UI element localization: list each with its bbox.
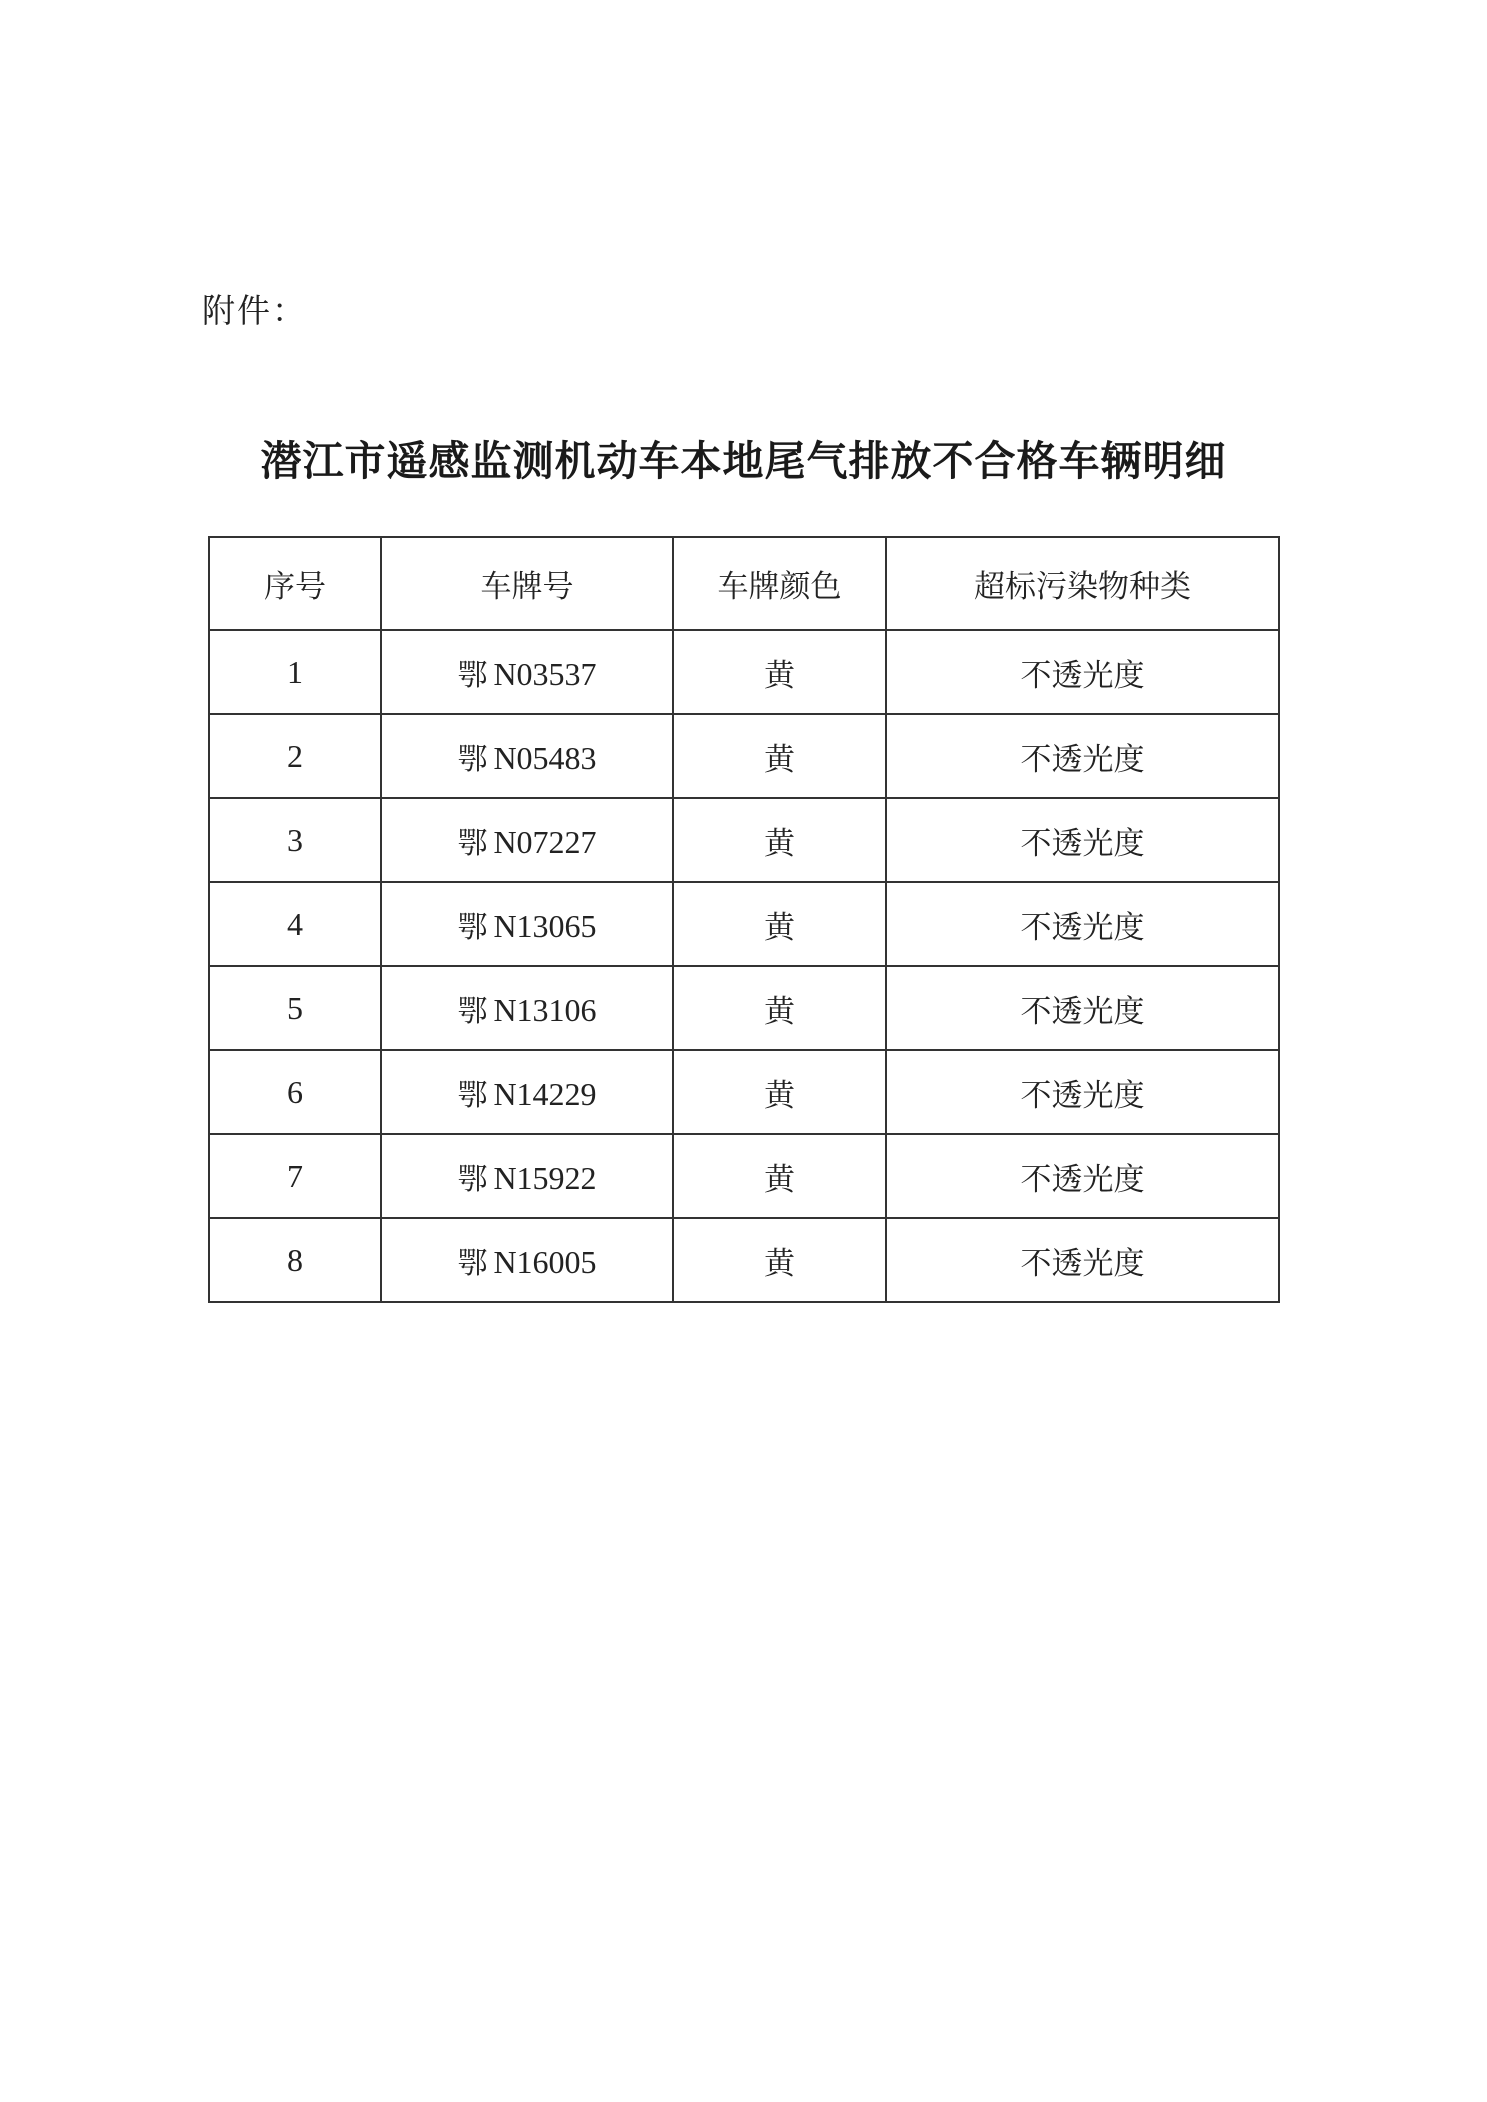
table-header-row [209, 537, 1279, 630]
row-pollutant: 不透光度 [886, 630, 1279, 714]
row-plate-color: 黄 [673, 714, 886, 798]
table-row [209, 798, 1279, 882]
table-row [209, 714, 1279, 798]
row-seq: 8 [209, 1218, 381, 1302]
row-pollutant: 不透光度 [886, 1218, 1279, 1302]
table-row [209, 1050, 1279, 1134]
plate-number: N15922 [493, 1160, 597, 1196]
plate-prefix: 鄂 [457, 1078, 488, 1113]
table-row [209, 966, 1279, 1050]
row-plate-color: 黄 [673, 1134, 886, 1218]
row-plate [381, 1050, 673, 1134]
table-row [209, 1134, 1279, 1218]
row-plate [381, 798, 673, 882]
row-seq: 7 [209, 1134, 381, 1218]
header-pollutant: 超标污染物种类 [886, 537, 1279, 630]
header-seq: 序号 [209, 537, 381, 630]
plate-prefix: 鄂 [457, 1246, 488, 1281]
row-seq: 1 [209, 630, 381, 714]
row-plate [381, 1218, 673, 1302]
table-row [209, 1218, 1279, 1302]
plate-prefix: 鄂 [457, 742, 488, 777]
table-row [209, 882, 1279, 966]
plate-prefix: 鄂 [457, 994, 488, 1029]
plate-number: N03537 [493, 656, 597, 692]
row-plate [381, 882, 673, 966]
row-pollutant: 不透光度 [886, 714, 1279, 798]
row-pollutant: 不透光度 [886, 966, 1279, 1050]
vehicle-table [208, 536, 1280, 1303]
row-pollutant: 不透光度 [886, 798, 1279, 882]
plate-prefix: 鄂 [457, 658, 488, 693]
table-row [209, 630, 1279, 714]
row-pollutant: 不透光度 [886, 1050, 1279, 1134]
row-plate-color: 黄 [673, 966, 886, 1050]
row-pollutant: 不透光度 [886, 1134, 1279, 1218]
row-seq: 2 [209, 714, 381, 798]
header-plate-color: 车牌颜色 [673, 537, 886, 630]
row-seq: 3 [209, 798, 381, 882]
plate-number: N16005 [493, 1244, 597, 1280]
plate-number: N05483 [493, 740, 597, 776]
plate-number: N13106 [493, 992, 597, 1028]
plate-prefix: 鄂 [457, 910, 488, 945]
plate-number: N14229 [493, 1076, 597, 1112]
row-plate [381, 966, 673, 1050]
attachment-label: 附件： [202, 291, 307, 330]
row-seq: 6 [209, 1050, 381, 1134]
row-plate-color: 黄 [673, 630, 886, 714]
row-seq: 5 [209, 966, 381, 1050]
plate-number: N07227 [493, 824, 597, 860]
row-plate [381, 630, 673, 714]
row-seq: 4 [209, 882, 381, 966]
row-plate [381, 1134, 673, 1218]
plate-prefix: 鄂 [457, 826, 488, 861]
row-pollutant: 不透光度 [886, 882, 1279, 966]
row-plate [381, 714, 673, 798]
row-plate-color: 黄 [673, 1050, 886, 1134]
row-plate-color: 黄 [673, 1218, 886, 1302]
row-plate-color: 黄 [673, 798, 886, 882]
plate-prefix: 鄂 [457, 1162, 488, 1197]
plate-number: N13065 [493, 908, 597, 944]
document-title: 潜江市遥感监测机动车本地尾气排放不合格车辆明细 [260, 437, 1227, 485]
row-plate-color: 黄 [673, 882, 886, 966]
header-plate: 车牌号 [381, 537, 673, 630]
